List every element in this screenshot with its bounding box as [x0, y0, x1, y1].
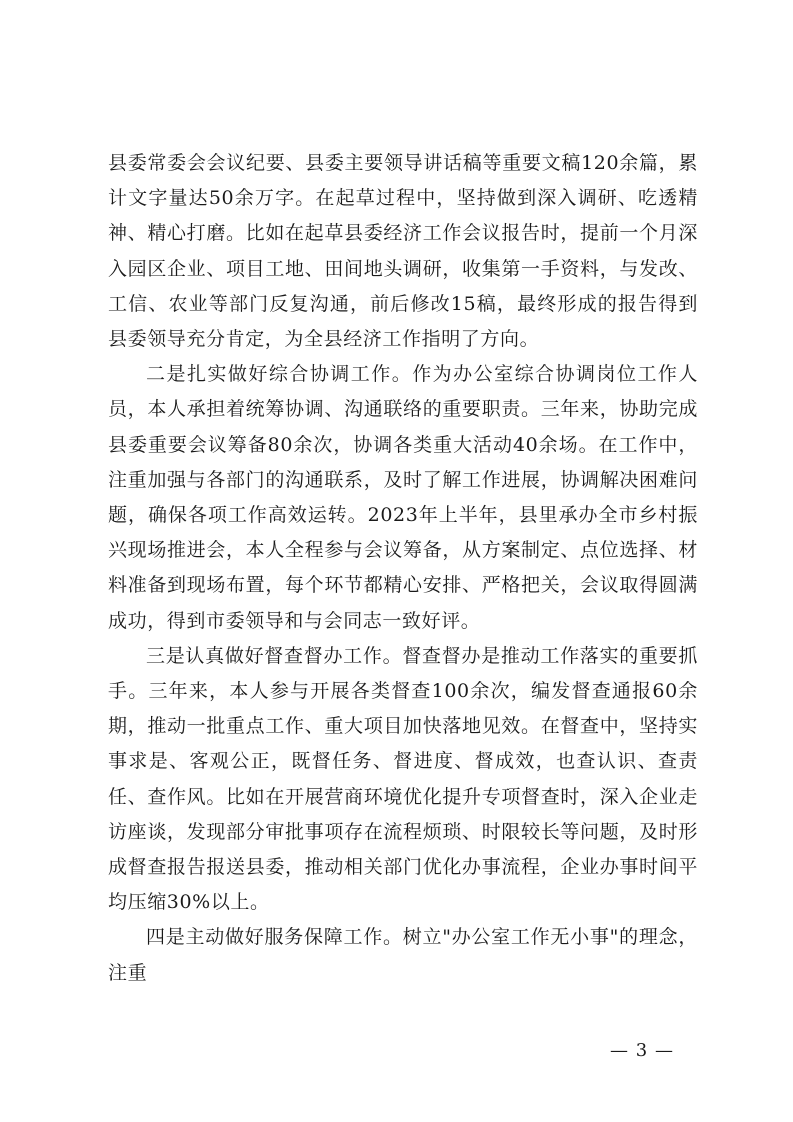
paragraph-supervision: 三是认真做好督查督办工作。督查督办是推动工作落实的重要抓手。三年来，本人参与开展各类督查100余次，编发督查通报60余期，推动一批重点工作、重大项目加快落地见效。在督查中，坚持实事求是、客观公正，既督任务、督进度、督成效，也查认识、查责任、查作风。比如在开展营商环境优化提升专项督查时，深入企业走访座谈，发现部分审批事项存在流程烦琐、时限较长等问题，及时形成督查报告报送县委，推动相关部门优化办事流程，企业办事时间平均压缩30%以上。 — [108, 644, 698, 914]
paragraph-service: 四是主动做好服务保障工作。树立"办公室工作无小事"的理念，注重 — [108, 926, 698, 984]
document-body — [108, 146, 698, 991]
paragraph-coordination: 二是扎实做好综合协调工作。作为办公室综合协调岗位工作人员，本人承担着统筹协调、沟通联络的重要职责。三年来，协助完成县委重要会议筹备80余次，协调各类重大活动40余场。在工作中，注重加强与各部门的沟通联系，及时了解工作进展，协调解决困难问题，确保各项工作高效运转。2023年上半年，县里承办全市乡村振兴现场推进会，本人全程参与会议筹备，从方案制定、点位选择、材料准备到现场布置，每个环节都精心安排、严格把关，会议取得圆满成功，得到市委领导和与会同志一致好评。 — [108, 363, 698, 632]
page-number: — 3 — — [610, 1040, 674, 1061]
paragraph-continued: 县委常委会会议纪要、县委主要领导讲话稿等重要文稿120余篇，累计文字量达50余万字。在起草过程中，坚持做到深入调研、吃透精神、精心打磨。比如在起草县委经济工作会议报告时，提前一个月深入园区企业、项目工地、田间地头调研，收集第一手资料，与发改、工信、农业等部门反复沟通，前后修改15稿，最终形成的报告得到县委领导充分肯定，为全县经济工作指明了方向。 — [108, 152, 698, 351]
